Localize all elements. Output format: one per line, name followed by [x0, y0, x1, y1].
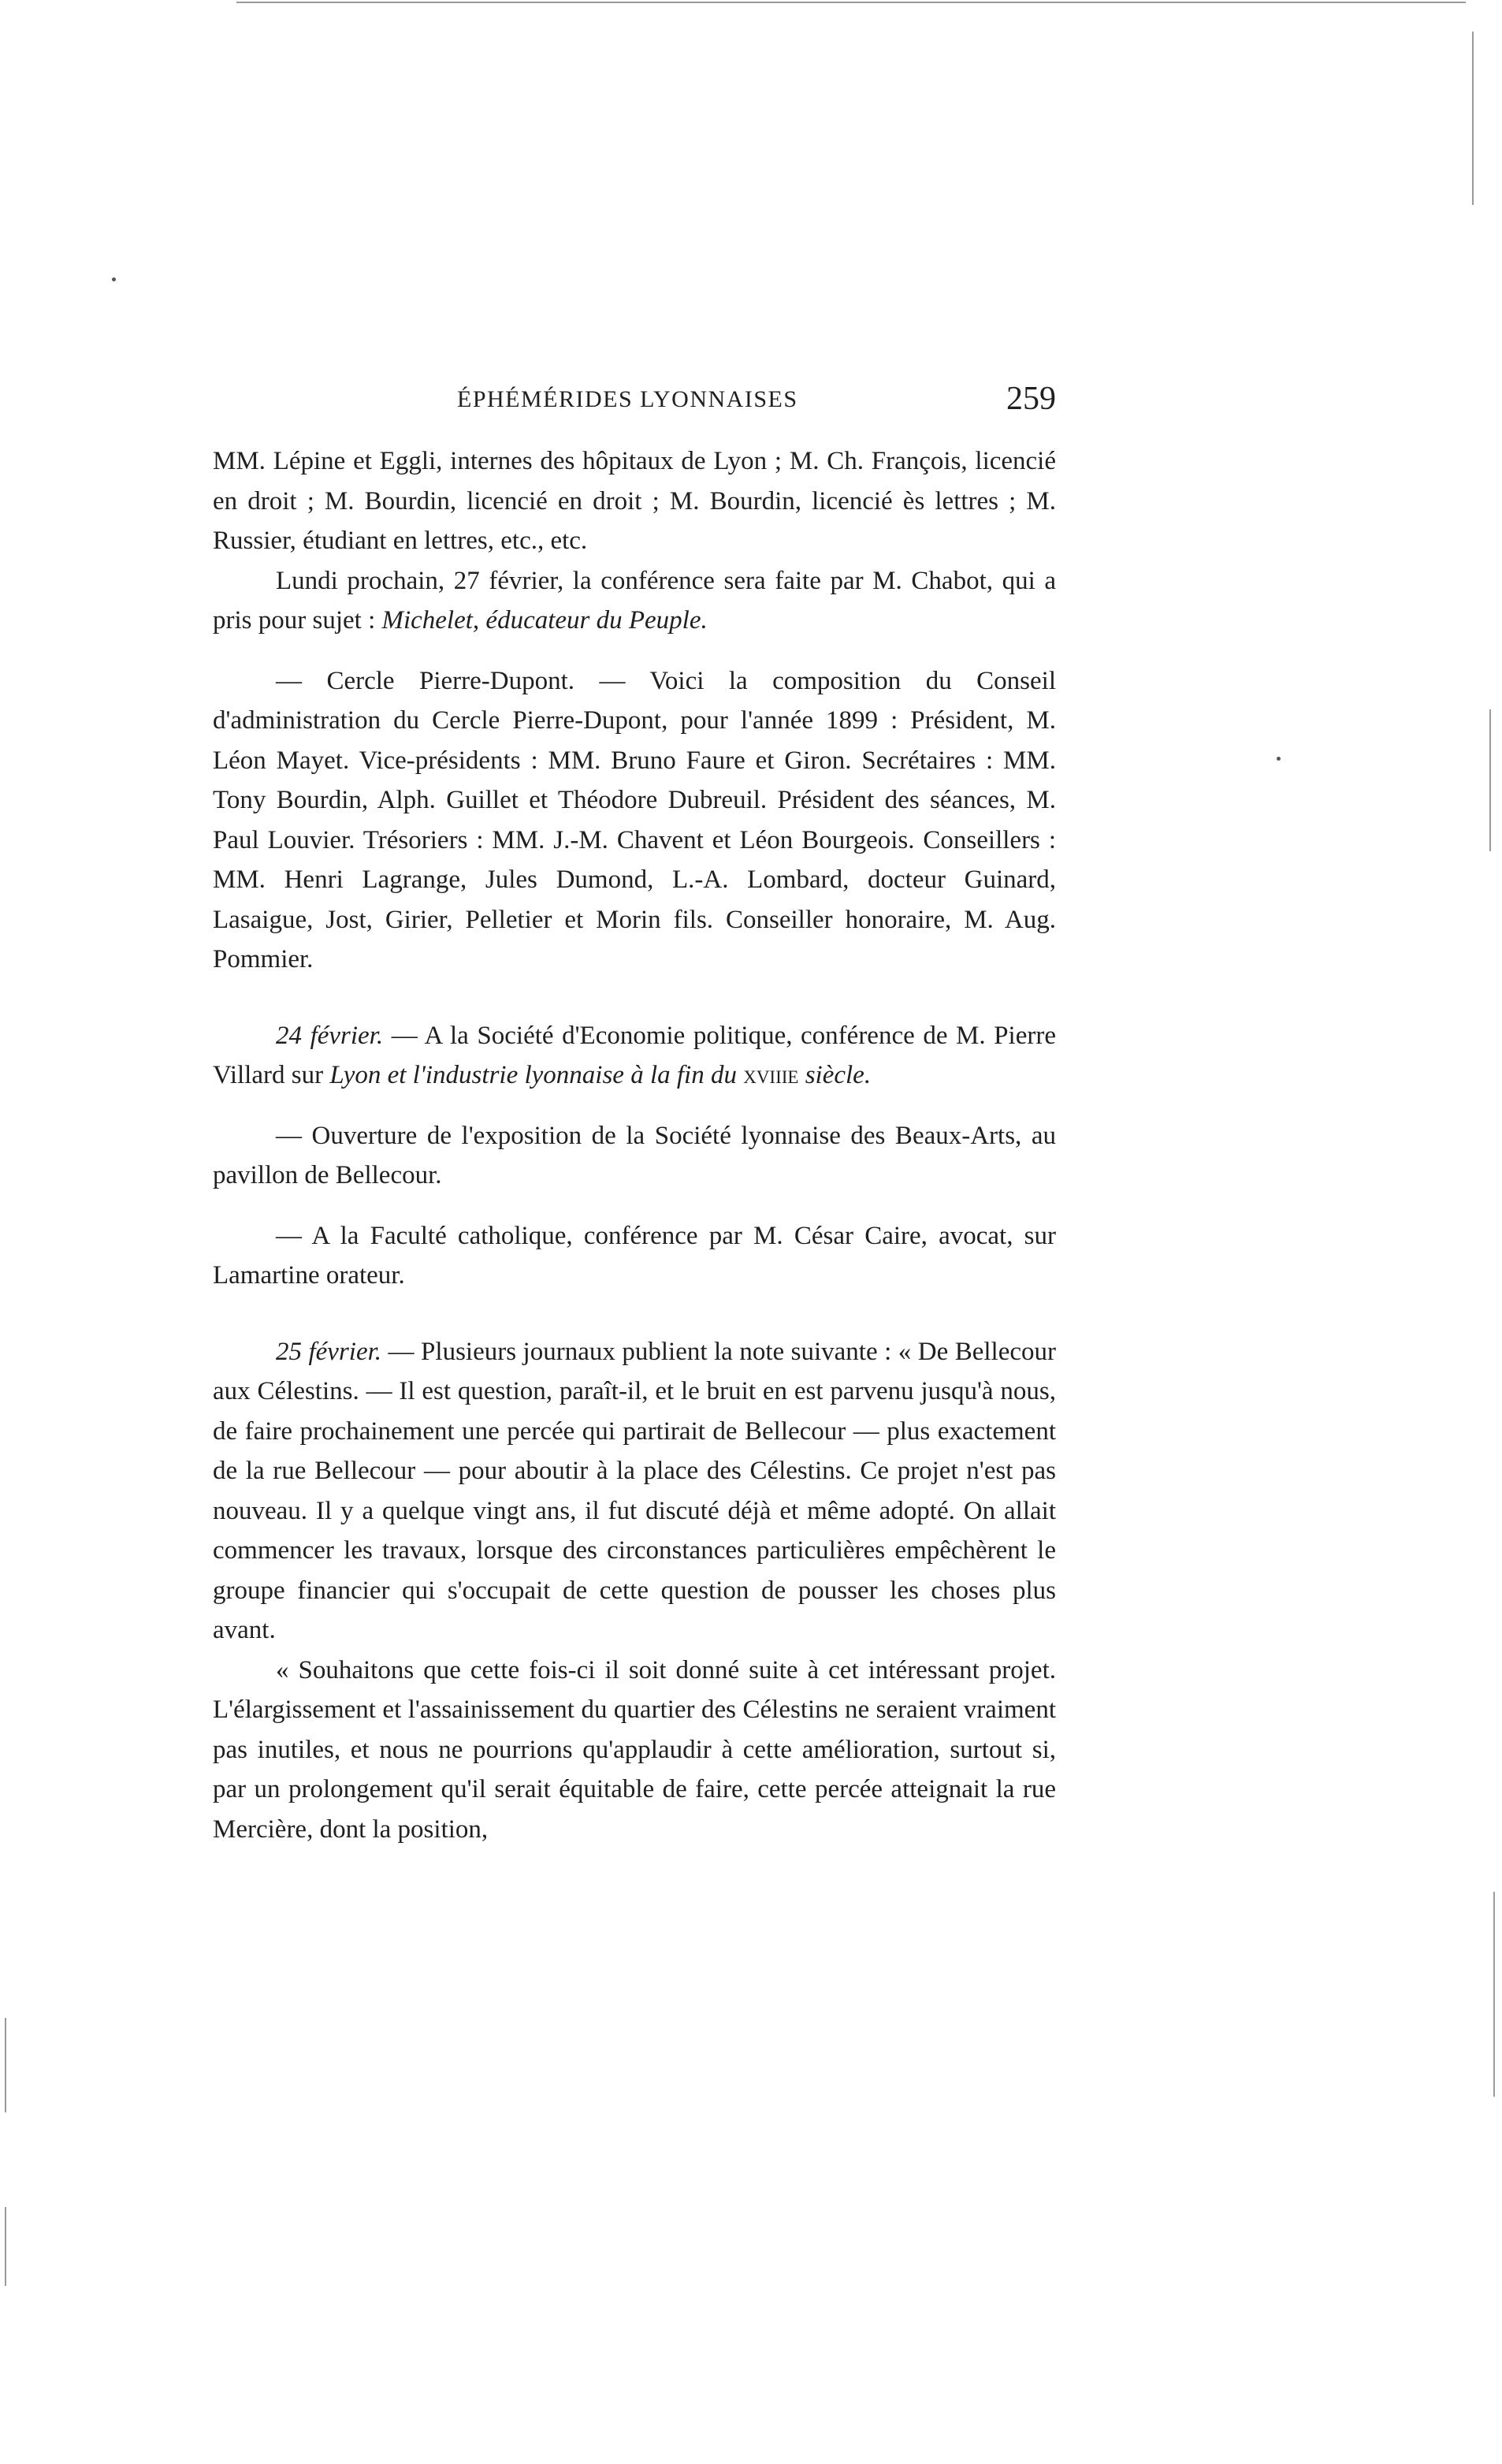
running-title: ÉPHÉMÉRIDES LYONNAISES — [457, 386, 798, 412]
scan-edge-line — [1472, 32, 1474, 205]
paragraph — [213, 561, 1056, 641]
page-number: 259 — [1006, 381, 1056, 417]
scan-edge-line — [5, 2018, 6, 2112]
paragraph: MM. Lépine et Eggli, internes des hôpitaux de Lyon ; M. Ch. François, licencié en droit ; M. Bourdin, licencié en droit ; M. Bourdin, licencié ès lettres ; M. Russier, étudiant en lettres, etc., etc. — [213, 447, 1056, 555]
paragraph-text: — A la Société d'Economie politique, conférence de M. Pierre Villard sur — [213, 1021, 1056, 1089]
lecture-title-end: siècle. — [805, 1061, 872, 1089]
paragraph — [213, 1332, 1056, 1651]
paragraph-text: Lundi prochain, 27 février, la conférence sera faite par M. Chabot, qui a pris pour sujet : — [213, 566, 1056, 635]
paragraph-text: — Plusieurs journaux publient la note suivante : « De Bellecour aux Célestins. — Il est question, paraît-il, et le bruit en est parvenu jusqu'à nous, de faire prochainement une percée qui partirait de Bellecour — plus exactement de la rue Bellecour — pour aboutir à la place des Célestins. Ce projet n'est pas nouveau. Il y a quelque vingt ans, il fut discuté déjà et même adopté. On allait commencer les travaux, lorsque des circonstances particulières empêchèrent le groupe financier qui s'occupait de cette question de pousser les choses plus avant. — [213, 1337, 1057, 1644]
paragraph — [213, 1016, 1056, 1096]
paragraph: — Ouverture de l'exposition de la Société lyonnaise des Beaux-Arts, au pavillon de Bellecour. — [213, 1121, 1056, 1189]
paragraph: « Souhaitons que cette fois-ci il soit donné suite à cet intéressant projet. L'élargissement et l'assainissement du quartier des Célestins ne seraient vraiment pas inutiles, et nous ne pourrions qu'applaudir à cette amélioration, surtout si, par un prolongement qu'il serait équitable de faire, cette percée atteignait la rue Mercière, dont la position, — [213, 1655, 1056, 1844]
scan-edge-line — [1489, 709, 1491, 851]
scan-edge-line — [236, 2, 1466, 3]
scan-edge-line — [1493, 1892, 1495, 2097]
paragraph: — A la Faculté catholique, conférence par M. César Caire, avocat, sur Lamartine orateur. — [213, 1221, 1056, 1290]
entry-date: 24 février. — [276, 1021, 384, 1050]
scan-speck — [112, 277, 116, 281]
lecture-title: Lyon et l'industrie lyonnaise à la fin du — [329, 1061, 737, 1089]
scan-speck — [1277, 757, 1281, 761]
body-text — [213, 441, 1056, 1849]
entry-date: 25 février. — [276, 1337, 382, 1366]
scan-edge-line — [5, 2207, 6, 2286]
century-numeral: xviiie — [743, 1061, 799, 1089]
lecture-title: Michelet, éducateur du Peuple. — [381, 606, 708, 635]
paragraph: — Cercle Pierre-Dupont. — Voici la composition du Conseil d'administration du Cercle Pierre-Dupont, pour l'année 1899 : Président, M. Léon Mayet. Vice-présidents : MM. Bruno Faure et Giron. Secrétaires : MM. Tony Bourdin, Alph. Guillet et Théodore Dubreuil. Président des séances, M. Paul Louvier. Trésoriers : MM. J.-M. Chavent et Léon Bourgeois. Conseillers : MM. Henri Lagrange, Jules Dumond, L.-A. Lombard, docteur Guinard, Lasaigue, Jost, Girier, Pelletier et Morin fils. Conseiller honoraire, M. Aug. Pommier. — [213, 666, 1056, 973]
page-header — [213, 383, 1056, 422]
